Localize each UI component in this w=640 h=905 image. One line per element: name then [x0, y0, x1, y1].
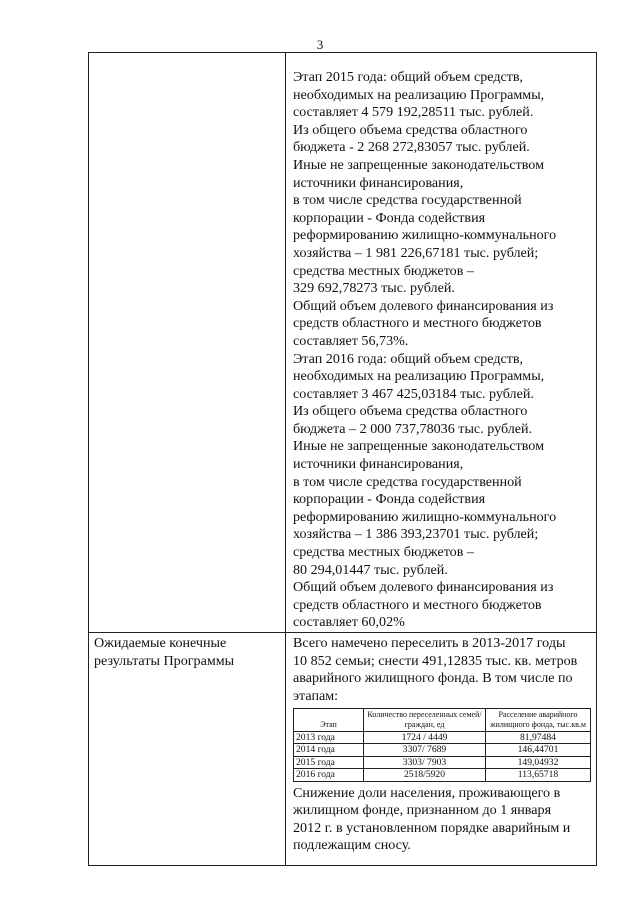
results-intro	[293, 635, 590, 705]
funding-line: необходимых на реализацию Программы,	[293, 86, 545, 103]
results-intro-line: Всего намечено переселить в 2013-2017 годы	[293, 635, 566, 651]
stage-cell: 2013 года	[294, 731, 364, 744]
funding-line: составляет 60,02%	[293, 614, 405, 631]
funding-line: средств областного и местного бюджетов	[293, 315, 542, 332]
funding-line: Общий объем долевого финансирования из	[293, 579, 554, 596]
results-label-line: результаты Программы	[94, 652, 235, 669]
funding-line: реформированию жилищно-коммунального	[293, 508, 557, 525]
header-area: Расселение аварийного жилищного фонда, тыс.кв.м	[486, 709, 591, 731]
funding-line: средства местных бюджетов –	[293, 262, 474, 279]
funding-line: Из общего объема средства областного	[293, 403, 528, 420]
funding-line: корпорации - Фонда содействия	[293, 209, 486, 226]
funding-line: составляет 4 579 192,28511 тыс. рублей.	[293, 104, 534, 121]
funding-line: бюджета - 2 268 272,83057 тыс. рублей.	[293, 139, 530, 156]
results-outro-line: 2012 г. в установленном порядке аварийным и	[293, 819, 571, 836]
funding-line: источники финансирования,	[293, 456, 464, 473]
results-content	[286, 633, 596, 855]
stage-cell: 2014 года	[294, 744, 364, 757]
funding-line: корпорации - Фонда содействия	[293, 491, 486, 508]
header-stage: Этап	[294, 709, 364, 731]
table-row	[294, 769, 591, 782]
funding-line: Этап 2016 года: общий объем средств,	[293, 350, 524, 367]
stages-table	[293, 708, 591, 781]
results-intro-line: этапам:	[293, 687, 339, 704]
funding-line: в том числе средства государственной	[293, 192, 522, 209]
results-row	[89, 633, 597, 866]
results-outro	[293, 785, 590, 855]
funding-line: составляет 56,73%.	[293, 332, 409, 349]
program-passport-table	[88, 52, 597, 866]
families-cell: 3303/ 7903	[364, 756, 486, 769]
header-families: Количество переселенных семей/граждан, ед	[364, 709, 486, 731]
area-cell: 146,44701	[486, 744, 591, 757]
funding-line: Иные не запрещенные законодательством	[293, 156, 545, 173]
results-text-cell	[286, 633, 597, 866]
funding-line: бюджета – 2 000 737,78036 тыс. рублей.	[293, 420, 533, 437]
page-number: 3	[316, 37, 324, 52]
families-cell: 1724 / 4449	[364, 731, 486, 744]
results-label-line: Ожидаемые конечные	[94, 635, 227, 651]
funding-line: хозяйства – 1 386 393,23701 тыс. рублей;	[293, 526, 539, 543]
funding-line: Общий объем долевого финансирования из	[293, 297, 554, 314]
funding-line: реформированию жилищно-коммунального	[293, 227, 557, 244]
families-cell: 3307/ 7689	[364, 744, 486, 757]
table-row	[294, 744, 591, 757]
funding-line: необходимых на реализацию Программы,	[293, 368, 545, 385]
results-intro-line: аварийного жилищного фонда. В том числе по	[293, 670, 573, 687]
funding-line: составляет 3 467 425,03184 тыс. рублей.	[293, 385, 534, 402]
funding-line: 80 294,01447 тыс. рублей.	[293, 561, 448, 578]
table-row	[294, 731, 591, 744]
funding-line: Из общего объема средства областного	[293, 121, 528, 138]
area-cell: 149,04932	[486, 756, 591, 769]
funding-line: 329 692,78273 тыс. рублей.	[293, 280, 455, 297]
funding-line: источники финансирования,	[293, 174, 464, 191]
stage-cell: 2015 года	[294, 756, 364, 769]
stages-table-header	[294, 709, 591, 731]
results-outro-line: жилищном фонде, признанном до 1 января	[293, 802, 552, 819]
funding-label-cell	[89, 53, 286, 633]
funding-line: в том числе средства государственной	[293, 473, 522, 490]
funding-text-cell	[286, 53, 597, 633]
results-label-cell	[89, 633, 286, 866]
families-cell: 2518/5920	[364, 769, 486, 782]
area-cell: 81,97484	[486, 731, 591, 744]
funding-text	[286, 53, 596, 632]
stage-cell: 2016 года	[294, 769, 364, 782]
funding-line: Этап 2015 года: общий объем средств,	[293, 69, 524, 85]
funding-line: хозяйства – 1 981 226,67181 тыс. рублей;	[293, 244, 539, 261]
results-label	[89, 633, 285, 670]
funding-line: Иные не запрещенные законодательством	[293, 438, 545, 455]
funding-row	[89, 53, 597, 633]
results-outro-line: Снижение доли населения, проживающего в	[293, 784, 561, 801]
funding-line: средства местных бюджетов –	[293, 544, 474, 561]
table-row	[294, 756, 591, 769]
area-cell: 113,65718	[486, 769, 591, 782]
results-outro-line: подлежащим сносу.	[293, 837, 411, 854]
results-intro-line: 10 852 семьи; снести 491,12835 тыс. кв. метров	[293, 652, 578, 669]
funding-line: средств областного и местного бюджетов	[293, 596, 542, 613]
